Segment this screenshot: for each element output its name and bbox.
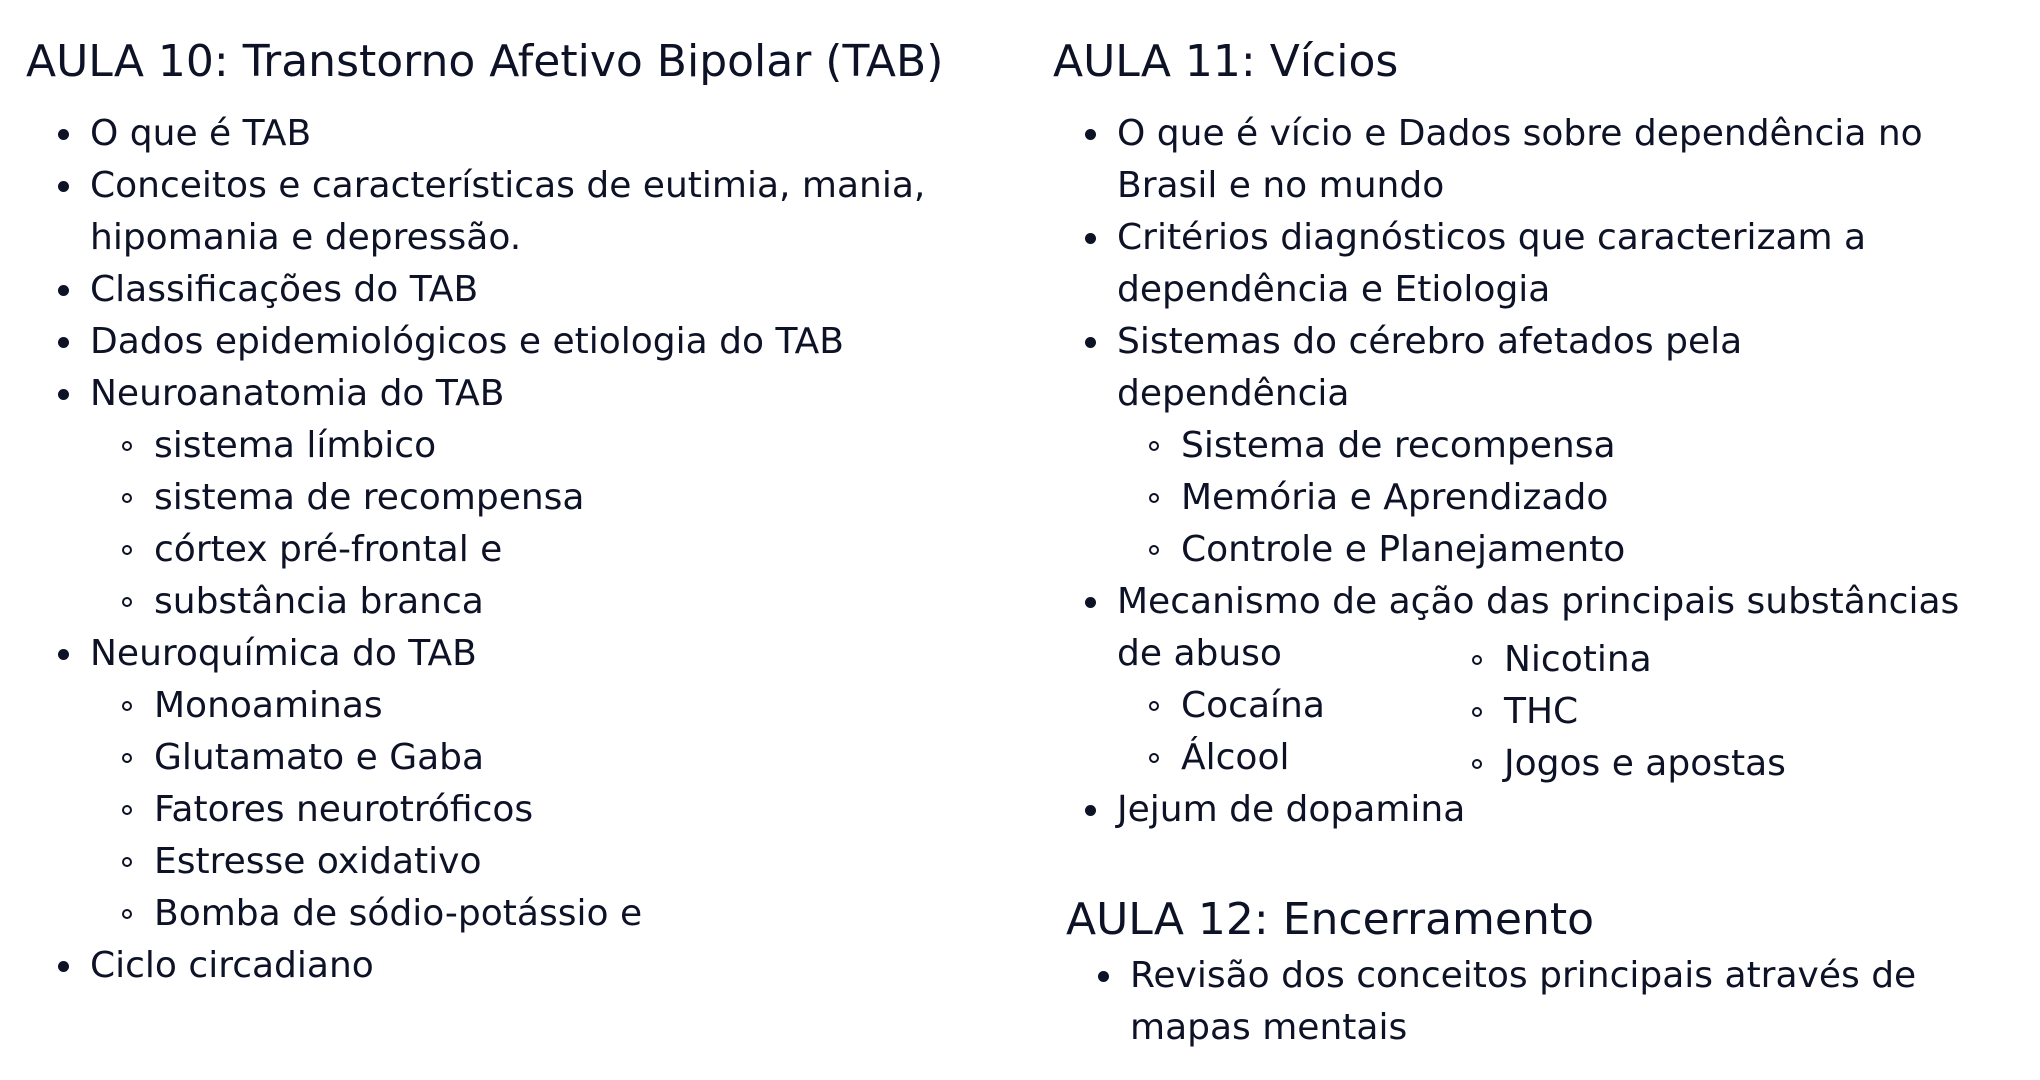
sub-bullet-icon bbox=[122, 857, 132, 867]
aula-10-item-3: Classificações do TAB bbox=[90, 269, 479, 310]
aula-10-item-6-sub-5: Bomba de sódio-potássio e bbox=[154, 893, 643, 934]
sub-bullet-icon bbox=[1472, 707, 1482, 717]
aula-11-item-4-sub-right-2: THC bbox=[1504, 691, 1579, 732]
sub-bullet-icon bbox=[122, 493, 132, 503]
bullet-icon bbox=[1085, 337, 1096, 348]
sub-bullet-icon bbox=[122, 805, 132, 815]
aula-11-item-4-sub-right-3: Jogos e apostas bbox=[1504, 743, 1786, 784]
sub-bullet-icon bbox=[122, 441, 132, 451]
aula-11-item-3-line-1: Sistemas do cérebro afetados pela bbox=[1117, 321, 1743, 362]
aula-11-item-1-line-1: O que é vício e Dados sobre dependência no bbox=[1117, 113, 1923, 154]
aula-11-item-4-sub-right-1: Nicotina bbox=[1504, 639, 1652, 680]
sub-bullet-icon bbox=[1149, 701, 1159, 711]
aula-11-item-3-sub-2: Memória e Aprendizado bbox=[1181, 477, 1609, 518]
aula-10-item-7: Ciclo circadiano bbox=[90, 945, 374, 986]
aula-10-item-5: Neuroanatomia do TAB bbox=[90, 373, 505, 414]
aula-10-item-6-sub-4: Estresse oxidativo bbox=[154, 841, 482, 882]
bullet-icon bbox=[58, 961, 69, 972]
aula-11-item-2-line-1: Critérios diagnósticos que caracterizam a bbox=[1117, 217, 1867, 258]
aula-10-item-5-sub-4: substância branca bbox=[154, 581, 484, 622]
sub-bullet-icon bbox=[122, 545, 132, 555]
sub-bullet-icon bbox=[1149, 493, 1159, 503]
aula-11-item-4-line-1: Mecanismo de ação das principais substâncias bbox=[1117, 581, 1960, 622]
bullet-icon bbox=[1085, 129, 1096, 140]
sub-bullet-icon bbox=[1472, 759, 1482, 769]
sub-bullet-icon bbox=[1149, 441, 1159, 451]
aula-12-item-1-line-1: Revisão dos conceitos principais através de bbox=[1130, 955, 1917, 996]
aula-11-item-4-sub-left-1: Cocaína bbox=[1181, 685, 1325, 726]
sub-bullet-icon bbox=[1149, 753, 1159, 763]
bullet-icon bbox=[58, 649, 69, 660]
bullet-icon bbox=[1085, 597, 1096, 608]
aula-10-item-6-sub-3: Fatores neurotróficos bbox=[154, 789, 534, 830]
aula-11-item-3-sub-1: Sistema de recompensa bbox=[1181, 425, 1616, 466]
bullet-icon bbox=[58, 337, 69, 348]
sub-bullet-icon bbox=[122, 909, 132, 919]
aula-10-item-5-sub-2: sistema de recompensa bbox=[154, 477, 585, 518]
aula-10-item-6-sub-2: Glutamato e Gaba bbox=[154, 737, 485, 778]
aula-12-item-1-line-2: mapas mentais bbox=[1130, 1007, 1408, 1048]
bullet-icon bbox=[58, 181, 69, 192]
aula-11-item-5: Jejum de dopamina bbox=[1117, 789, 1466, 830]
sub-bullet-icon bbox=[122, 753, 132, 763]
aula-11-title: AULA 11: Vícios bbox=[1053, 36, 1399, 87]
aula-10-item-6-sub-1: Monoaminas bbox=[154, 685, 383, 726]
aula-10-item-6: Neuroquímica do TAB bbox=[90, 633, 477, 674]
sub-bullet-icon bbox=[1149, 545, 1159, 555]
bullet-icon bbox=[58, 389, 69, 400]
aula-10-title: AULA 10: Transtorno Afetivo Bipolar (TAB) bbox=[26, 36, 944, 87]
aula-10-item-1: O que é TAB bbox=[90, 113, 312, 154]
aula-10-item-4: Dados epidemiológicos e etiologia do TAB bbox=[90, 321, 844, 362]
bullet-icon bbox=[1098, 971, 1109, 982]
aula-11-item-4-line-2: de abuso bbox=[1117, 633, 1282, 674]
aula-10-item-2-line-2: hipomania e depressão. bbox=[90, 217, 522, 258]
aula-10-item-5-sub-3: córtex pré-frontal e bbox=[154, 529, 503, 570]
aula-11-item-3-line-2: dependência bbox=[1117, 373, 1350, 414]
bullet-icon bbox=[58, 129, 69, 140]
aula-10-item-2-line-1: Conceitos e características de eutimia, mania, bbox=[90, 165, 926, 206]
sub-bullet-icon bbox=[1472, 655, 1482, 665]
aula-11-item-4-sub-left-2: Álcool bbox=[1181, 737, 1290, 778]
bullet-icon bbox=[1085, 805, 1096, 816]
aula-11-item-1-line-2: Brasil e no mundo bbox=[1117, 165, 1445, 206]
sub-bullet-icon bbox=[122, 597, 132, 607]
aula-11-item-3-sub-3: Controle e Planejamento bbox=[1181, 529, 1626, 570]
sub-bullet-icon bbox=[122, 701, 132, 711]
bullet-icon bbox=[58, 285, 69, 296]
aula-12-title: AULA 12: Encerramento bbox=[1066, 894, 1595, 945]
aula-10-item-5-sub-1: sistema límbico bbox=[154, 425, 437, 466]
aula-11-item-2-line-2: dependência e Etiologia bbox=[1117, 269, 1551, 310]
bullet-icon bbox=[1085, 233, 1096, 244]
